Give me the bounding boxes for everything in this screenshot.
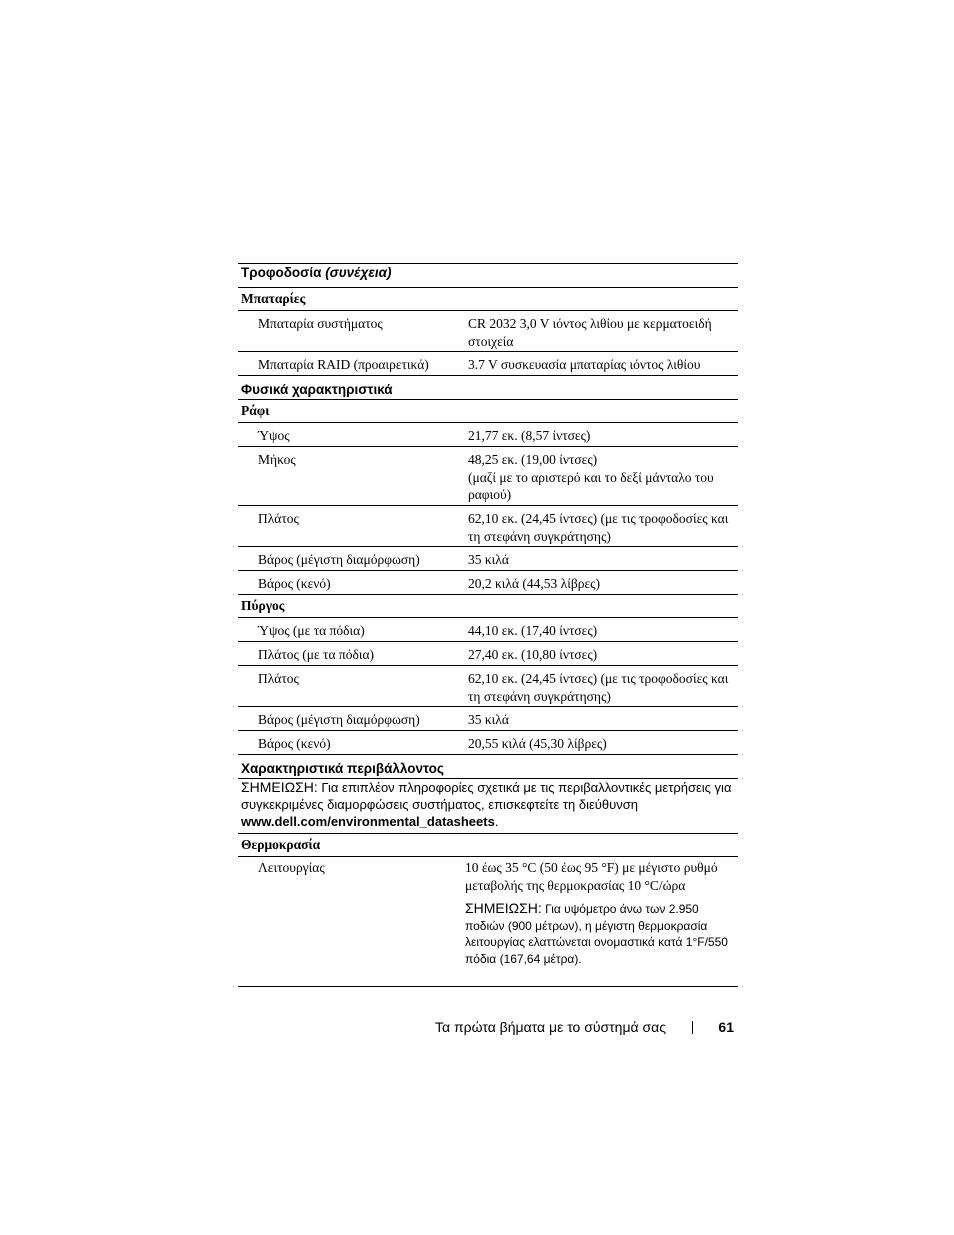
spec-label: Ύψος xyxy=(258,428,290,443)
spec-row xyxy=(238,446,738,505)
section-title: Τροφοδοσία xyxy=(241,265,322,280)
spec-value xyxy=(450,451,738,505)
spec-value: 21,77 εκ. (8,57 ίντσες) xyxy=(468,428,591,443)
spec-value xyxy=(450,859,738,986)
spec-value-line: (μαζί με το αριστερό και το δεξί μάνταλο του ραφιού) xyxy=(468,469,714,502)
spec-value: 27,40 εκ. (10,80 ίντσες) xyxy=(468,647,598,662)
spec-row xyxy=(238,505,738,546)
spec-row xyxy=(238,856,738,987)
spec-label: Ύψος (με τα πόδια) xyxy=(258,623,365,638)
spec-label: Μπαταρία RAID (προαιρετικά) xyxy=(258,357,429,372)
spec-label: Βάρος (μέγιστη διαμόρφωση) xyxy=(258,712,420,727)
spec-value: 62,10 εκ. (24,45 ίντσες) (με τις τροφοδοσίες και τη στεφάνη συγκράτησης) xyxy=(468,671,729,704)
spec-label: Μπαταρία συστήματος xyxy=(258,316,383,331)
spec-row xyxy=(238,665,738,706)
continued-label: (συνέχεια) xyxy=(325,265,392,280)
spec-row xyxy=(238,706,738,730)
datasheets-link[interactable]: www.dell.com/environmental_datasheets xyxy=(241,814,495,829)
note-end: . xyxy=(494,814,499,829)
specifications-table xyxy=(238,263,738,987)
spec-value: 44,10 εκ. (17,40 ίντσες) xyxy=(468,623,598,638)
spec-label: Βάρος (κενό) xyxy=(258,576,331,591)
spec-row xyxy=(238,310,738,351)
spec-row xyxy=(238,641,738,665)
footer-text: Τα πρώτα βήματα με το σύστημά σας xyxy=(435,1019,666,1035)
spec-label: Βάρος (μέγιστη διαμόρφωση) xyxy=(258,552,420,567)
environment-note xyxy=(238,778,738,833)
footer-divider xyxy=(692,1021,693,1034)
spec-row xyxy=(238,617,738,641)
operating-temperature: 10 έως 35 °C (50 έως 95 °F) με μέγιστο ρυθμό μεταβολής της θερμοκρασίας 10 °C/ώρα xyxy=(465,860,718,893)
spec-value: 3.7 V συσκευασία μπαταρίας ιόντος λιθίου xyxy=(468,357,701,372)
subheader-batteries: Μπαταρίες xyxy=(238,287,738,310)
page-footer xyxy=(400,1019,734,1039)
note-label: ΣΗΜΕΙΩΣΗ: xyxy=(465,900,542,916)
spec-label: Λειτουργίας xyxy=(258,860,325,875)
spec-value-line: 48,25 εκ. (19,00 ίντσες) xyxy=(468,452,598,467)
section-header-environment: Χαρακτηριστικά περιβάλλοντος xyxy=(238,754,738,778)
section-header-power xyxy=(238,263,738,287)
spec-row xyxy=(238,570,738,594)
spec-row xyxy=(238,546,738,570)
spec-row xyxy=(238,351,738,375)
section-header-physical: Φυσικά χαρακτηριστικά xyxy=(238,375,738,399)
subheader-temperature: Θερμοκρασία xyxy=(238,833,738,856)
spec-label: Μήκος xyxy=(258,452,296,467)
note-text: Για υψόμετρο άνω των 2.950 ποδιών (900 μέτρων), η μέγιστη θερμοκρασία λειτουργίας ελαττώνεται ονομαστικά κατά 1°F/550 πόδια (167,64 μέτρα). xyxy=(465,902,728,966)
spec-label: Πλάτος (με τα πόδια) xyxy=(258,647,375,662)
spec-value: CR 2032 3,0 V ιόντος λιθίου με κερματοειδή στοιχεία xyxy=(468,316,712,349)
note-label: ΣΗΜΕΙΩΣΗ: xyxy=(241,779,318,795)
page-number: 61 xyxy=(718,1019,734,1035)
spec-label: Πλάτος xyxy=(258,671,299,686)
subheader-rack: Ράφι xyxy=(238,399,738,422)
spec-value: 20,2 κιλά (44,53 λίβρες) xyxy=(468,576,600,591)
spec-value: 35 κιλά xyxy=(468,552,509,567)
subheader-tower: Πύργος xyxy=(238,594,738,617)
spec-row xyxy=(238,422,738,446)
spec-row xyxy=(238,730,738,754)
spec-value: 62,10 εκ. (24,45 ίντσες) (με τις τροφοδοσίες και τη στεφάνη συγκράτησης) xyxy=(468,511,729,544)
spec-label: Πλάτος xyxy=(258,511,299,526)
spec-label: Βάρος (κενό) xyxy=(258,736,331,751)
operating-note xyxy=(465,900,738,967)
spec-value: 35 κιλά xyxy=(468,712,509,727)
note-text: Για επιπλέον πληροφορίες σχετικά με τις περιβαλλοντικές μετρήσεις για συγκεκριμένες διαμορφώσεις συστήματος, επισκεφτείτε τη διεύθυνση xyxy=(241,780,732,812)
spec-value: 20,55 κιλά (45,30 λίβρες) xyxy=(468,736,607,751)
